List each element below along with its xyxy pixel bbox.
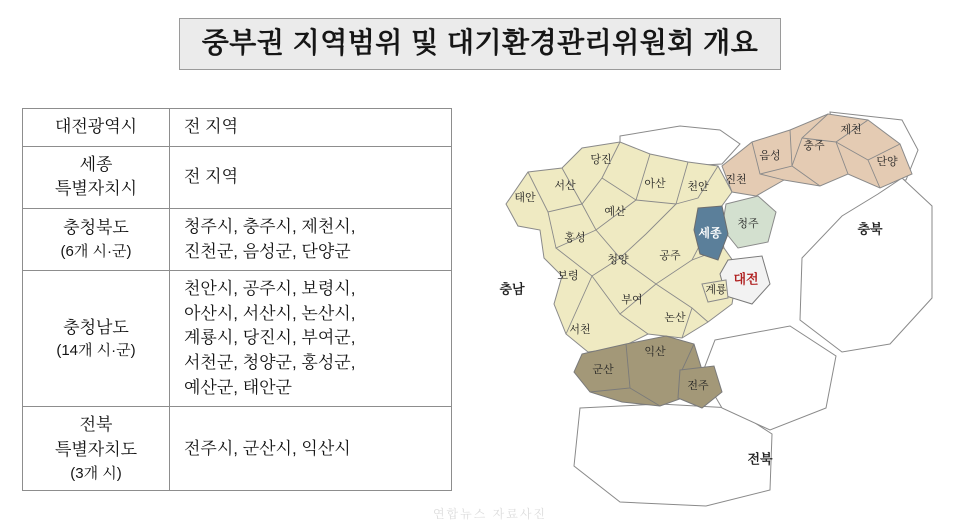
map-city-label: 익산 [644,345,666,358]
region-name-sub: (14개 시·군) [56,342,136,360]
map-province-label: 충남 [499,281,525,297]
row-region-value: 천안시, 공주시, 보령시, 아산시, 서산시, 논산시, 계룡시, 당진시, 부여군, 서천군, 청양군, 홍성군, 예산군, 태안군 [170,271,452,407]
map-city-label: 진천 [725,173,747,186]
map-city-label: 태안 [514,191,536,204]
map-city-label: 부여 [621,293,643,306]
map-city-label: 공주 [659,249,681,262]
row-region-value: 청주시, 충주시, 제천시, 진천군, 음성군, 단양군 [170,208,452,270]
content-area [22,108,938,508]
row-region-name [23,109,170,147]
watermark: 연합뉴스 자료사진 [432,507,548,521]
map-city-label: 천안 [687,180,709,193]
region-name-line1: 충청북도 [63,218,129,238]
region-scope-table [22,108,452,491]
region-name-line1: 전북 [79,415,113,435]
map-city-label: 서천 [569,323,591,336]
map-city-label: 군산 [592,363,614,376]
table-row [23,146,452,208]
map-city-label: 청양 [607,253,629,266]
map-city-label: 음성 [759,149,781,162]
map-city-label: 제천 [840,123,862,136]
map-city-label: 논산 [664,311,686,324]
table-row [23,271,452,407]
map-label-sejong: 세종 [698,226,722,241]
region-map [470,108,938,508]
row-region-name [23,208,170,270]
table-row [23,407,452,491]
map-city-label: 아산 [644,177,666,190]
map-label-cheongju: 청주 [737,217,759,230]
map-city-label: 보령 [557,269,579,282]
region-name-line2: 특별자치도 [54,440,138,460]
row-region-name [23,146,170,208]
map-city-label: 충주 [803,139,825,152]
map-province-label: 전북 [747,451,773,467]
region-name-line2: 특별자치시 [54,179,138,199]
region-name-line1: 대전광역시 [54,117,138,136]
map-city-label: 당진 [590,153,612,166]
row-region-name [23,407,170,491]
title-container [0,18,960,70]
table-row [23,109,452,147]
map-city-label: 전주 [687,379,709,392]
map-city-label: 홍성 [564,231,586,244]
table-row [23,208,452,270]
region-outside-gyeongbuk [800,178,932,352]
map-city-label: 단양 [876,155,898,168]
row-region-name [23,271,170,407]
region-name-sub: (3개 시) [70,464,122,482]
page-title: 중부권 지역범위 및 대기환경관리위원회 개요 [179,18,782,70]
map-city-label: 서산 [554,179,576,192]
map-label-daejeon: 대전 [733,271,759,287]
row-region-value: 전 지역 [170,109,452,147]
region-outside-jeonnam [574,404,772,506]
map-city-label: 계룡 [705,283,727,296]
map-province-label: 충북 [857,221,883,237]
region-name-line1: 충청남도 [63,317,129,337]
region-name-line1: 세종 [79,154,113,174]
row-region-value: 전 지역 [170,146,452,208]
row-region-value: 전주시, 군산시, 익산시 [170,407,452,491]
region-name-sub: (6개 시·군) [60,243,132,260]
map-city-label: 예산 [604,205,626,218]
map-svg [470,108,938,508]
